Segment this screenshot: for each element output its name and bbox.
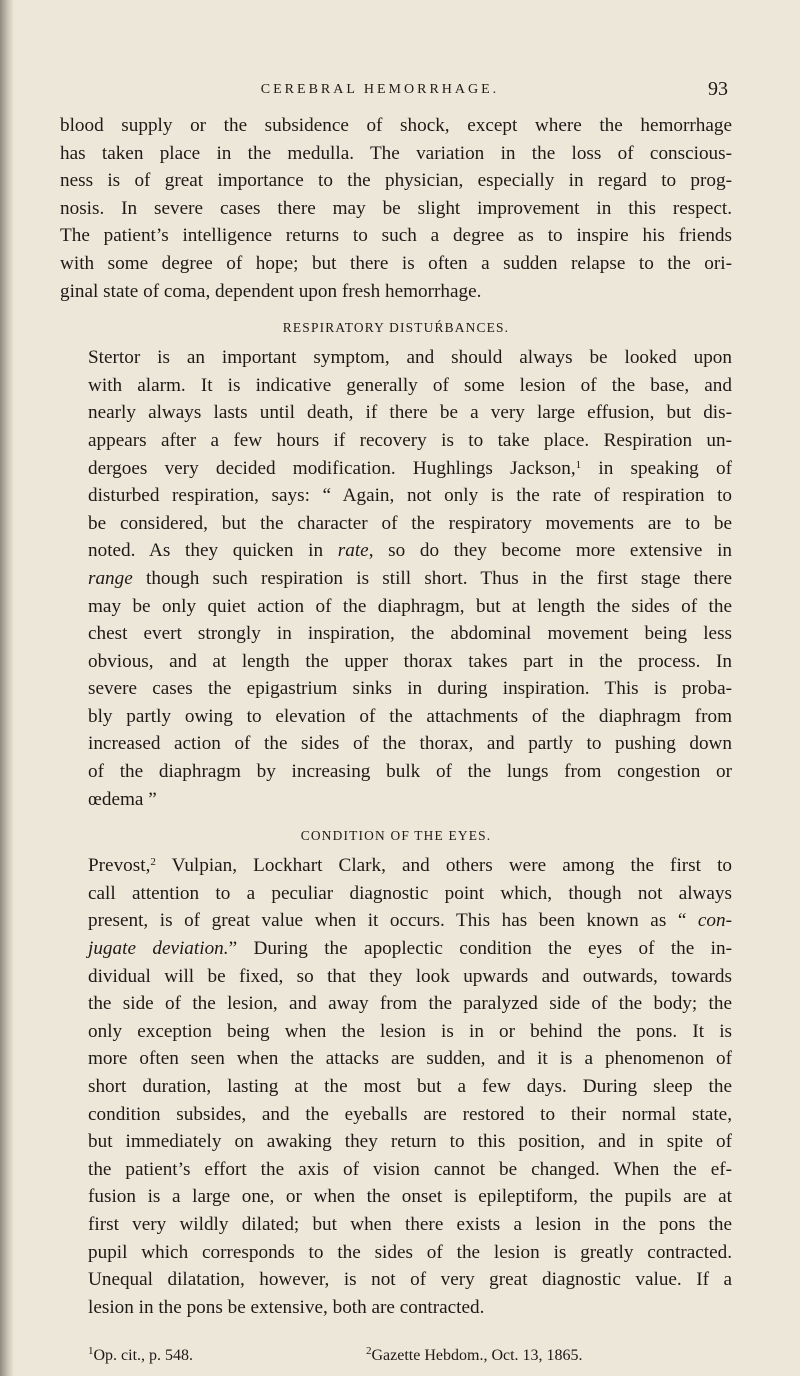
text-line: dividual will be fixed, so that they look upwards and outwards, towards [88, 965, 732, 987]
text-line: may be only quiet action of the diaphragm, but at length the sides of the [88, 595, 732, 617]
text-line: more often seen when the attacks are sudden, and it is a phenomenon of [88, 1048, 732, 1070]
text-line: increased action of the sides of the thorax, and partly to pushing down [88, 733, 732, 755]
text-fragment: noted. As they quicken in [88, 540, 338, 562]
text-line: œdema ” [88, 788, 157, 810]
text-line: first very wildly dilated; but when there exists a lesion in the pons the [88, 1213, 732, 1235]
text-fragment: dergoes very decided modification. Hughlings Jackson, [88, 457, 576, 479]
text-fragment: though such respiration is still short. Thus in the first stage there [132, 567, 732, 589]
text-line: with some degree of hope; but there is often a sudden relapse to the ori- [60, 252, 732, 274]
italic-conjugate: con- [697, 910, 732, 932]
text-line [60, 455, 732, 483]
text-line: only exception being when the lesion is in or behind the pons. It is [88, 1020, 732, 1042]
page-number: 93 [708, 78, 728, 100]
section-heading-respiratory: RESPIRATORY DISTUŔBANCES. [282, 320, 510, 336]
text-fragment: in speaking of [581, 457, 732, 479]
text-fragment: ” During the apoplectic condition the eyes of the in- [228, 938, 732, 960]
text-line: nosis. In severe cases there may be slight improvement in this respect. [60, 197, 732, 219]
text-line: short duration, lasting at the most but a few days. During sleep the [88, 1076, 732, 1097]
footnote-text: Gazette Hebdom., Oct. 13, 1865. [371, 1347, 583, 1364]
text-line: Unequal dilatation, however, is not of very great diagnostic value. If a [88, 1269, 732, 1291]
text-line: lesion in the pons be extensive, both are contracted. [88, 1296, 485, 1318]
text-fragment: present, is of great value when it occurs. This has been known as “ [88, 910, 698, 932]
text-line: appears after a few hours if recovery is to take place. Respiration un- [88, 429, 732, 451]
text-line: nearly always lasts until death, if there be a very large effusion, but dis- [88, 402, 732, 424]
body-text [60, 112, 732, 1321]
text-line: has taken place in the medulla. The variation in the loss of conscious- [60, 142, 732, 164]
page-binding-shadow [0, 0, 14, 1376]
text-line: bly partly owing to elevation of the attachments of the diaphragm from [88, 705, 732, 727]
text-fragment: Vulpian, Lockhart Clark, and others were among the first to [155, 855, 732, 877]
text-fragment: Prevost, [88, 855, 151, 877]
text-fragment: , so do they become more extensive in [368, 540, 732, 562]
text-line: be considered, but the character of the respiratory movements are to be [88, 512, 732, 534]
text-line: the patient’s effort the axis of vision cannot be changed. When the ef- [88, 1158, 732, 1180]
text-line: disturbed respiration, says: “ Again, not only is the rate of respiration to [88, 485, 732, 507]
paragraph-respiratory [60, 344, 732, 813]
text-line: The patient’s intelligence returns to such a degree as to inspire his friends [60, 225, 732, 247]
text-line: severe cases the epigastrium sinks in during inspiration. This is proba- [88, 678, 732, 700]
text-line: the side of the lesion, and away from the paralyzed side of the body; the [88, 993, 732, 1015]
text-line [60, 537, 732, 565]
section-heading-eyes: CONDITION OF THE EYES. [300, 828, 492, 844]
running-head [0, 78, 800, 106]
text-line [60, 935, 732, 963]
footnote-text: Op. cit., p. 548. [93, 1347, 194, 1364]
text-line [60, 852, 732, 880]
footnote-ref-2: 2 [150, 856, 156, 869]
text-line: Stertor is an important symptom, and should always be looked upon [88, 347, 732, 369]
text-line: condition subsides, and the eyeballs are restored to their normal state, [88, 1103, 732, 1125]
text-line: but immediately on awaking they return to this position, and in spite of [88, 1131, 732, 1153]
text-line: obvious, and at length the upper thorax takes part in the process. In [88, 650, 732, 672]
italic-rate: rate [337, 540, 369, 562]
footnote-ref-1: 1 [575, 458, 582, 471]
text-line: with alarm. It is indicative generally of some lesion of the base, and [88, 374, 732, 396]
paragraph-hemorrhage-consciousness [60, 112, 732, 305]
text-line: chest evert strongly in inspiration, the abdominal movement being less [88, 623, 732, 645]
text-line [60, 907, 732, 935]
italic-deviation: jugate deviation. [88, 938, 229, 960]
footnote-1 [88, 1346, 193, 1366]
footnote-mark: 1 [88, 1345, 94, 1357]
italic-range: range [88, 567, 133, 589]
paragraph-eyes [60, 852, 732, 1321]
text-line: blood supply or the subsidence of shock, except where the hemorrhage [60, 115, 732, 136]
text-line: pupil which corresponds to the sides of the lesion is greatly contracted. [88, 1241, 732, 1263]
text-line: call attention to a peculiar diagnostic point which, though not always [88, 882, 732, 904]
text-line [60, 565, 732, 593]
text-line: of the diaphragm by increasing bulk of the lungs from congestion or [88, 761, 732, 783]
text-line: ginal state of coma, dependent upon fresh hemorrhage. [60, 280, 482, 302]
text-line: ness is of great importance to the physician, especially in regard to prog- [60, 170, 732, 192]
footnote-2 [366, 1346, 583, 1366]
running-title: CEREBRAL HEMORRHAGE. [260, 82, 500, 97]
footnote-mark: 2 [366, 1345, 372, 1357]
text-line: fusion is a large one, or when the onset is epileptiform, the pupils are at [88, 1186, 732, 1208]
